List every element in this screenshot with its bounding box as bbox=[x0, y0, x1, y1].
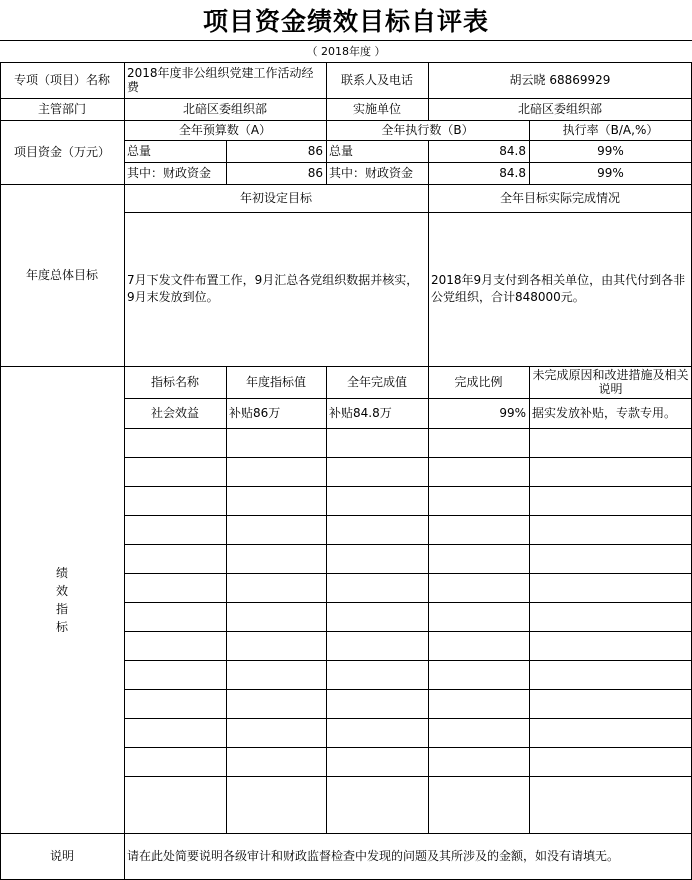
grid-line bbox=[124, 689, 692, 690]
grid-line bbox=[124, 776, 692, 777]
goals-label: 年度总体目标 bbox=[25, 268, 98, 282]
rate-header: 执行率（B/A,%） bbox=[562, 123, 659, 137]
fund-row-exec-label: 总量 bbox=[329, 144, 354, 158]
grid-line bbox=[124, 718, 692, 719]
grid-line bbox=[124, 515, 692, 516]
fund-row-label: 总量 bbox=[127, 144, 152, 158]
grid-line bbox=[326, 366, 327, 833]
performance-label-char: 标 bbox=[55, 619, 68, 634]
grid-line bbox=[124, 602, 692, 603]
grid-line bbox=[226, 366, 227, 833]
contact-label: 联系人及电话 bbox=[340, 73, 413, 87]
grid-line bbox=[124, 428, 692, 429]
initial-goal-text: 7月下发文件布置工作，9月汇总各党组织数据并核实，9月末发放到位。 bbox=[127, 273, 419, 304]
grid-line bbox=[124, 457, 692, 458]
page-title: 项目资金绩效目标自评表 bbox=[202, 7, 489, 36]
performance-cell: 社会效益 bbox=[150, 406, 199, 420]
dept-value: 北碚区委组织部 bbox=[182, 102, 267, 116]
fund-row-budget: 86 bbox=[307, 166, 323, 180]
performance-header: 完成比例 bbox=[454, 375, 503, 389]
performance-label-char: 绩 bbox=[55, 565, 68, 580]
grid-line bbox=[124, 747, 692, 748]
year-subtitle: （ 2018年度 ） bbox=[306, 45, 386, 58]
grid-line bbox=[0, 40, 692, 41]
fund-row-rate: 99% bbox=[597, 166, 624, 180]
notes-label: 说明 bbox=[49, 849, 74, 863]
fund-row-exec-label: 其中：财政资金 bbox=[329, 166, 414, 180]
dept-label: 主管部门 bbox=[37, 102, 86, 116]
performance-header: 年度指标值 bbox=[245, 375, 306, 389]
grid-line bbox=[124, 486, 692, 487]
grid-line bbox=[529, 366, 530, 833]
performance-header: 全年完成值 bbox=[346, 375, 407, 389]
grid-line bbox=[124, 660, 692, 661]
grid-line bbox=[124, 631, 692, 632]
fund-row-rate: 99% bbox=[597, 144, 624, 158]
project-name-value: 2018年度非公组织党建工作活动经费 bbox=[127, 66, 314, 94]
notes-text: 请在此处简要说明各级审计和财政监督检查中发现的问题及其所涉及的金额，如没有请填无。 bbox=[127, 849, 620, 863]
grid-line bbox=[124, 544, 692, 545]
contact-value: 胡云晓 68869929 bbox=[509, 73, 611, 87]
actual-goal-text: 2018年9月支付到各相关单位，由其代付到各非公党组织，合计848000元。 bbox=[431, 273, 686, 304]
impl-label: 实施单位 bbox=[352, 102, 401, 116]
grid-line bbox=[428, 366, 429, 833]
fund-row-label: 其中：财政资金 bbox=[127, 166, 212, 180]
actual-goal-header: 全年目标实际完成情况 bbox=[499, 191, 620, 205]
performance-header: 未完成原因和改进措施及相关说明 bbox=[532, 368, 689, 396]
fund-row-exec: 84.8 bbox=[499, 144, 526, 158]
initial-goal-header: 年初设定目标 bbox=[239, 191, 312, 205]
performance-cell: 99% bbox=[499, 406, 526, 420]
performance-header: 指标名称 bbox=[150, 375, 199, 389]
performance-label bbox=[0, 366, 124, 833]
fund-row-budget: 86 bbox=[307, 144, 323, 158]
performance-label-char: 效 bbox=[55, 583, 68, 598]
performance-label-char: 指 bbox=[55, 601, 68, 616]
grid-line bbox=[124, 573, 692, 574]
performance-cell: 补贴84.8万 bbox=[329, 406, 392, 420]
funds-label: 项目资金（万元） bbox=[13, 145, 110, 159]
performance-cell: 补贴86万 bbox=[229, 406, 281, 420]
impl-value: 北碚区委组织部 bbox=[517, 102, 602, 116]
fund-row-exec: 84.8 bbox=[499, 166, 526, 180]
performance-cell: 据实发放补贴，专款专用。 bbox=[532, 406, 677, 420]
exec-header: 全年执行数（B） bbox=[381, 123, 474, 137]
budget-header: 全年预算数（A） bbox=[178, 123, 272, 137]
project-name-label: 专项（项目）名称 bbox=[13, 73, 110, 87]
